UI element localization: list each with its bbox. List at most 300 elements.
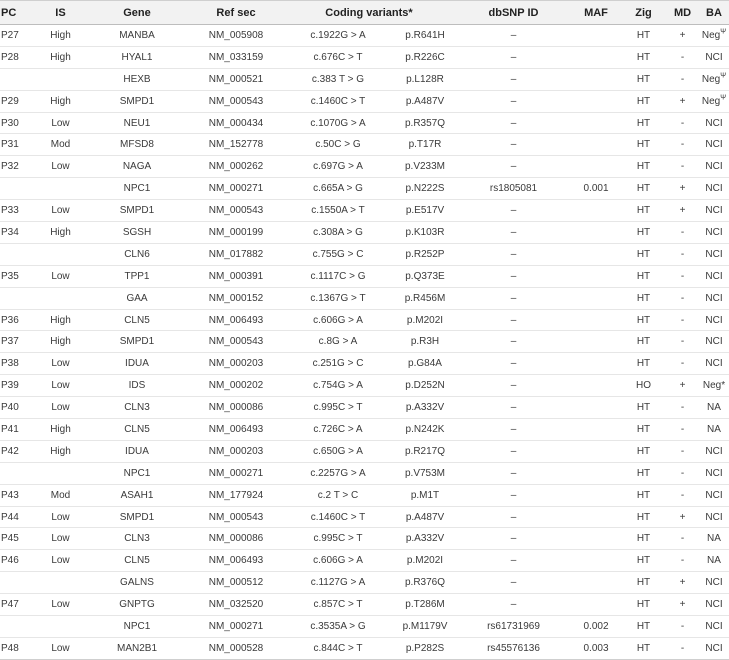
cell-ref-sec: NM_000199 xyxy=(190,222,282,244)
cell-protein-variant: p.G84A xyxy=(394,353,456,375)
cell-pc: P29 xyxy=(0,90,37,112)
cell-maf xyxy=(571,134,621,156)
cell-dbsnp-id: – xyxy=(456,528,571,550)
table-row xyxy=(0,331,729,353)
ba-value: NCI xyxy=(705,205,723,217)
table-row xyxy=(0,200,729,222)
ba-value: Neg xyxy=(701,95,721,107)
cell-pc: P46 xyxy=(0,550,37,572)
table-row xyxy=(0,46,729,68)
cell-protein-variant: p.N242K xyxy=(394,419,456,441)
table-row xyxy=(0,265,729,287)
cell-cdna-variant: c.3535A > G xyxy=(282,616,394,638)
cell-is xyxy=(37,178,84,200)
cell-dbsnp-id: – xyxy=(456,484,571,506)
cell-md: + xyxy=(666,25,699,47)
cell-maf xyxy=(571,506,621,528)
cell-pc xyxy=(0,616,37,638)
cell-ba xyxy=(699,68,729,90)
cell-ref-sec: NM_000543 xyxy=(190,331,282,353)
cell-md: + xyxy=(666,572,699,594)
ba-value: NCI xyxy=(705,314,723,326)
cell-zig: HT xyxy=(621,594,666,616)
ba-value: NA xyxy=(707,423,721,435)
cell-pc: P41 xyxy=(0,419,37,441)
cell-gene: NAGA xyxy=(84,156,190,178)
cell-is: High xyxy=(37,309,84,331)
ba-footnote-mark: Ψ xyxy=(720,28,727,36)
cell-ref-sec: NM_000434 xyxy=(190,112,282,134)
cell-gene: IDUA xyxy=(84,353,190,375)
table-row xyxy=(0,25,729,47)
cell-protein-variant: p.M1T xyxy=(394,484,456,506)
cell-gene: SGSH xyxy=(84,222,190,244)
cell-gene: CLN3 xyxy=(84,528,190,550)
cell-zig: HT xyxy=(621,156,666,178)
cell-md: - xyxy=(666,265,699,287)
cell-maf xyxy=(571,572,621,594)
cell-gene: CLN5 xyxy=(84,309,190,331)
cell-zig: HT xyxy=(621,331,666,353)
cell-ref-sec: NM_000086 xyxy=(190,528,282,550)
cell-gene: SMPD1 xyxy=(84,506,190,528)
cell-maf xyxy=(571,331,621,353)
table-row xyxy=(0,616,729,638)
cell-ref-sec: NM_000512 xyxy=(190,572,282,594)
cell-zig: HT xyxy=(621,112,666,134)
header-ba: BA xyxy=(699,1,729,25)
cell-ref-sec: NM_017882 xyxy=(190,243,282,265)
cell-dbsnp-id: – xyxy=(456,287,571,309)
cell-maf: 0.001 xyxy=(571,178,621,200)
cell-is: Low xyxy=(37,594,84,616)
ba-value: NA xyxy=(707,555,721,567)
table-row xyxy=(0,309,729,331)
ba-value: NCI xyxy=(705,183,723,195)
table-row xyxy=(0,440,729,462)
cell-ba xyxy=(699,287,729,309)
cell-pc: P45 xyxy=(0,528,37,550)
cell-zig: HT xyxy=(621,550,666,572)
ba-value: NCI xyxy=(705,445,723,457)
cell-zig: HT xyxy=(621,484,666,506)
table-row xyxy=(0,243,729,265)
cell-ba xyxy=(699,90,729,112)
cell-ref-sec: NM_000271 xyxy=(190,616,282,638)
cell-protein-variant: p.R357Q xyxy=(394,112,456,134)
cell-ref-sec: NM_000543 xyxy=(190,200,282,222)
cell-zig: HT xyxy=(621,134,666,156)
cell-ref-sec: NM_000086 xyxy=(190,397,282,419)
cell-is: Low xyxy=(37,265,84,287)
cell-cdna-variant: c.665A > G xyxy=(282,178,394,200)
header-maf: MAF xyxy=(571,1,621,25)
cell-dbsnp-id: rs61731969 xyxy=(456,616,571,638)
cell-md: - xyxy=(666,309,699,331)
cell-cdna-variant: c.1070G > A xyxy=(282,112,394,134)
cell-ref-sec: NM_000543 xyxy=(190,90,282,112)
cell-protein-variant: p.M202I xyxy=(394,309,456,331)
cell-is: Low xyxy=(37,637,84,659)
header-zig: Zig xyxy=(621,1,666,25)
cell-md: + xyxy=(666,506,699,528)
cell-protein-variant: p.K103R xyxy=(394,222,456,244)
cell-md: - xyxy=(666,112,699,134)
cell-md: - xyxy=(666,616,699,638)
cell-is: Low xyxy=(37,528,84,550)
cell-zig: HT xyxy=(621,243,666,265)
table-row xyxy=(0,287,729,309)
cell-protein-variant: p.A332V xyxy=(394,397,456,419)
cell-dbsnp-id: – xyxy=(456,331,571,353)
cell-ref-sec: NM_152778 xyxy=(190,134,282,156)
cell-ba xyxy=(699,572,729,594)
cell-ref-sec: NM_000271 xyxy=(190,178,282,200)
cell-md: - xyxy=(666,287,699,309)
cell-maf xyxy=(571,353,621,375)
header-ref-sec: Ref sec xyxy=(190,1,282,25)
cell-is: Low xyxy=(37,353,84,375)
cell-gene: GALNS xyxy=(84,572,190,594)
cell-maf xyxy=(571,550,621,572)
cell-gene: NPC1 xyxy=(84,178,190,200)
cell-md: - xyxy=(666,134,699,156)
header-pc: PC xyxy=(0,1,37,25)
cell-dbsnp-id: – xyxy=(456,506,571,528)
cell-ba xyxy=(699,440,729,462)
ba-value: NCI xyxy=(705,226,723,238)
cell-is: Low xyxy=(37,200,84,222)
cell-protein-variant: p.V753M xyxy=(394,462,456,484)
cell-protein-variant: p.R3H xyxy=(394,331,456,353)
table-row xyxy=(0,528,729,550)
cell-is: High xyxy=(37,90,84,112)
table-body xyxy=(0,25,729,660)
cell-maf: 0.002 xyxy=(571,616,621,638)
cell-pc: P32 xyxy=(0,156,37,178)
cell-ba xyxy=(699,528,729,550)
cell-ba xyxy=(699,353,729,375)
cell-dbsnp-id: – xyxy=(456,440,571,462)
cell-pc: P40 xyxy=(0,397,37,419)
cell-zig: HT xyxy=(621,419,666,441)
cell-maf xyxy=(571,25,621,47)
cell-ref-sec: NM_000262 xyxy=(190,156,282,178)
cell-ba xyxy=(699,616,729,638)
ba-value: Neg xyxy=(701,73,721,85)
cell-ba xyxy=(699,331,729,353)
header-gene: Gene xyxy=(84,1,190,25)
table-row xyxy=(0,112,729,134)
cell-md: - xyxy=(666,637,699,659)
cell-protein-variant: p.A332V xyxy=(394,528,456,550)
cell-gene: HEXB xyxy=(84,68,190,90)
cell-maf xyxy=(571,397,621,419)
ba-value: Neg* xyxy=(702,380,726,392)
cell-md: - xyxy=(666,484,699,506)
table-row xyxy=(0,156,729,178)
cell-ba xyxy=(699,637,729,659)
cell-protein-variant: p.Q373E xyxy=(394,265,456,287)
cell-md: + xyxy=(666,178,699,200)
ba-value: NCI xyxy=(705,51,723,63)
cell-maf xyxy=(571,112,621,134)
cell-gene: NPC1 xyxy=(84,616,190,638)
cell-gene: CLN6 xyxy=(84,243,190,265)
cell-protein-variant: p.A487V xyxy=(394,90,456,112)
cell-pc: P27 xyxy=(0,25,37,47)
cell-ref-sec: NM_033159 xyxy=(190,46,282,68)
cell-dbsnp-id: – xyxy=(456,200,571,222)
cell-ref-sec: NM_000271 xyxy=(190,462,282,484)
cell-ref-sec: NM_000543 xyxy=(190,506,282,528)
table-header-row xyxy=(0,1,729,25)
cell-md: - xyxy=(666,397,699,419)
cell-pc xyxy=(0,462,37,484)
cell-protein-variant: p.P282S xyxy=(394,637,456,659)
cell-zig: HT xyxy=(621,287,666,309)
cell-gene: CLN3 xyxy=(84,397,190,419)
cell-is xyxy=(37,462,84,484)
cell-md: - xyxy=(666,243,699,265)
cell-ba xyxy=(699,462,729,484)
cell-maf xyxy=(571,243,621,265)
cell-is: High xyxy=(37,46,84,68)
cell-gene: HYAL1 xyxy=(84,46,190,68)
cell-dbsnp-id: – xyxy=(456,419,571,441)
cell-ref-sec: NM_000152 xyxy=(190,287,282,309)
cell-cdna-variant: c.1922G > A xyxy=(282,25,394,47)
cell-dbsnp-id: rs1805081 xyxy=(456,178,571,200)
cell-ba xyxy=(699,484,729,506)
ba-footnote-mark: Ψ xyxy=(720,94,727,102)
ba-value: NCI xyxy=(705,117,723,129)
cell-protein-variant: p.D252N xyxy=(394,375,456,397)
cell-ref-sec: NM_006493 xyxy=(190,419,282,441)
cell-zig: HT xyxy=(621,637,666,659)
cell-maf: 0.003 xyxy=(571,637,621,659)
table-row xyxy=(0,419,729,441)
cell-protein-variant: p.V233M xyxy=(394,156,456,178)
cell-md: - xyxy=(666,528,699,550)
ba-value: Neg xyxy=(701,29,721,41)
ba-value: NCI xyxy=(705,248,723,260)
cell-is xyxy=(37,616,84,638)
header-md: MD xyxy=(666,1,699,25)
ba-value: NCI xyxy=(705,620,723,632)
cell-is: Low xyxy=(37,397,84,419)
cell-protein-variant: p.R217Q xyxy=(394,440,456,462)
cell-zig: HT xyxy=(621,616,666,638)
cell-md: + xyxy=(666,594,699,616)
cell-is xyxy=(37,243,84,265)
ba-value: NA xyxy=(707,533,721,545)
table-row xyxy=(0,134,729,156)
cell-protein-variant: p.M1179V xyxy=(394,616,456,638)
cell-ba xyxy=(699,594,729,616)
ba-value: NCI xyxy=(705,139,723,151)
cell-ba xyxy=(699,243,729,265)
table-row xyxy=(0,637,729,659)
cell-ba xyxy=(699,550,729,572)
cell-zig: HT xyxy=(621,265,666,287)
cell-gene: TPP1 xyxy=(84,265,190,287)
cell-gene: ASAH1 xyxy=(84,484,190,506)
cell-maf xyxy=(571,440,621,462)
cell-cdna-variant: c.697G > A xyxy=(282,156,394,178)
cell-protein-variant: p.T17R xyxy=(394,134,456,156)
cell-pc: P31 xyxy=(0,134,37,156)
cell-ref-sec: NM_006493 xyxy=(190,550,282,572)
cell-pc: P39 xyxy=(0,375,37,397)
table-row xyxy=(0,375,729,397)
cell-ref-sec: NM_000203 xyxy=(190,440,282,462)
cell-maf xyxy=(571,265,621,287)
cell-md: - xyxy=(666,331,699,353)
cell-ba xyxy=(699,375,729,397)
cell-dbsnp-id: – xyxy=(456,25,571,47)
cell-ba xyxy=(699,134,729,156)
cell-gene: SMPD1 xyxy=(84,200,190,222)
ba-value: NCI xyxy=(705,336,723,348)
cell-pc: P38 xyxy=(0,353,37,375)
cell-pc: P42 xyxy=(0,440,37,462)
cell-protein-variant: p.R641H xyxy=(394,25,456,47)
cell-dbsnp-id: – xyxy=(456,353,571,375)
cell-cdna-variant: c.606G > A xyxy=(282,550,394,572)
cell-zig: HT xyxy=(621,200,666,222)
cell-protein-variant: p.T286M xyxy=(394,594,456,616)
cell-cdna-variant: c.726C > A xyxy=(282,419,394,441)
cell-ba xyxy=(699,156,729,178)
table-row xyxy=(0,68,729,90)
ba-value: NCI xyxy=(705,642,723,654)
cell-is xyxy=(37,68,84,90)
cell-is: Low xyxy=(37,112,84,134)
cell-zig: HT xyxy=(621,222,666,244)
cell-pc: P28 xyxy=(0,46,37,68)
cell-ba xyxy=(699,419,729,441)
cell-maf xyxy=(571,594,621,616)
cell-dbsnp-id: – xyxy=(456,550,571,572)
ba-value: NCI xyxy=(705,511,723,523)
cell-is xyxy=(37,572,84,594)
cell-cdna-variant: c.1127G > A xyxy=(282,572,394,594)
cell-maf xyxy=(571,90,621,112)
cell-gene: MANBA xyxy=(84,25,190,47)
cell-dbsnp-id: – xyxy=(456,222,571,244)
cell-is: High xyxy=(37,419,84,441)
cell-ba xyxy=(699,200,729,222)
cell-ba xyxy=(699,46,729,68)
cell-cdna-variant: c.676C > T xyxy=(282,46,394,68)
cell-gene: NPC1 xyxy=(84,462,190,484)
cell-protein-variant: p.R376Q xyxy=(394,572,456,594)
cell-cdna-variant: c.2 T > C xyxy=(282,484,394,506)
cell-zig: HT xyxy=(621,440,666,462)
cell-dbsnp-id: – xyxy=(456,68,571,90)
cell-gene: MAN2B1 xyxy=(84,637,190,659)
cell-is: Mod xyxy=(37,134,84,156)
cell-maf xyxy=(571,68,621,90)
cell-protein-variant: p.M202I xyxy=(394,550,456,572)
cell-ref-sec: NM_000203 xyxy=(190,353,282,375)
cell-is xyxy=(37,287,84,309)
table-row xyxy=(0,178,729,200)
cell-dbsnp-id: – xyxy=(456,397,571,419)
cell-cdna-variant: c.8G > A xyxy=(282,331,394,353)
cell-dbsnp-id: – xyxy=(456,243,571,265)
cell-maf xyxy=(571,419,621,441)
cell-dbsnp-id: rs45576136 xyxy=(456,637,571,659)
cell-cdna-variant: c.251G > C xyxy=(282,353,394,375)
cell-gene: NEU1 xyxy=(84,112,190,134)
cell-ba xyxy=(699,265,729,287)
table-row xyxy=(0,222,729,244)
cell-cdna-variant: c.1117C > G xyxy=(282,265,394,287)
cell-zig: HT xyxy=(621,25,666,47)
cell-protein-variant: p.E517V xyxy=(394,200,456,222)
ba-value: NCI xyxy=(705,292,723,304)
cell-pc: P36 xyxy=(0,309,37,331)
cell-is: High xyxy=(37,25,84,47)
cell-cdna-variant: c.1460C > T xyxy=(282,506,394,528)
cell-gene: GAA xyxy=(84,287,190,309)
cell-dbsnp-id: – xyxy=(456,46,571,68)
cell-dbsnp-id: – xyxy=(456,90,571,112)
cell-md: - xyxy=(666,156,699,178)
cell-cdna-variant: c.50C > G xyxy=(282,134,394,156)
cell-zig: HT xyxy=(621,309,666,331)
cell-is: Low xyxy=(37,550,84,572)
cell-maf xyxy=(571,156,621,178)
cell-zig: HO xyxy=(621,375,666,397)
cell-is: Mod xyxy=(37,484,84,506)
cell-protein-variant: p.A487V xyxy=(394,506,456,528)
table-row xyxy=(0,353,729,375)
cell-ref-sec: NM_006493 xyxy=(190,309,282,331)
cell-gene: IDS xyxy=(84,375,190,397)
cell-protein-variant: p.R252P xyxy=(394,243,456,265)
cell-zig: HT xyxy=(621,90,666,112)
cell-dbsnp-id: – xyxy=(456,462,571,484)
cell-dbsnp-id: – xyxy=(456,594,571,616)
table-row xyxy=(0,506,729,528)
cell-cdna-variant: c.1367G > T xyxy=(282,287,394,309)
cell-cdna-variant: c.383 T > G xyxy=(282,68,394,90)
cell-gene: SMPD1 xyxy=(84,90,190,112)
cell-cdna-variant: c.755G > C xyxy=(282,243,394,265)
cell-dbsnp-id: – xyxy=(456,112,571,134)
cell-ref-sec: NM_000521 xyxy=(190,68,282,90)
ba-value: NCI xyxy=(705,358,723,370)
cell-ba xyxy=(699,222,729,244)
cell-md: - xyxy=(666,440,699,462)
cell-pc: P33 xyxy=(0,200,37,222)
ba-value: NCI xyxy=(705,489,723,501)
cell-cdna-variant: c.995C > T xyxy=(282,528,394,550)
cell-gene: IDUA xyxy=(84,440,190,462)
cell-maf xyxy=(571,528,621,550)
cell-pc: P30 xyxy=(0,112,37,134)
cell-zig: HT xyxy=(621,68,666,90)
cell-md: + xyxy=(666,375,699,397)
cell-pc xyxy=(0,287,37,309)
cell-is: High xyxy=(37,440,84,462)
cell-pc: P47 xyxy=(0,594,37,616)
cell-cdna-variant: c.308A > G xyxy=(282,222,394,244)
cell-is: High xyxy=(37,331,84,353)
